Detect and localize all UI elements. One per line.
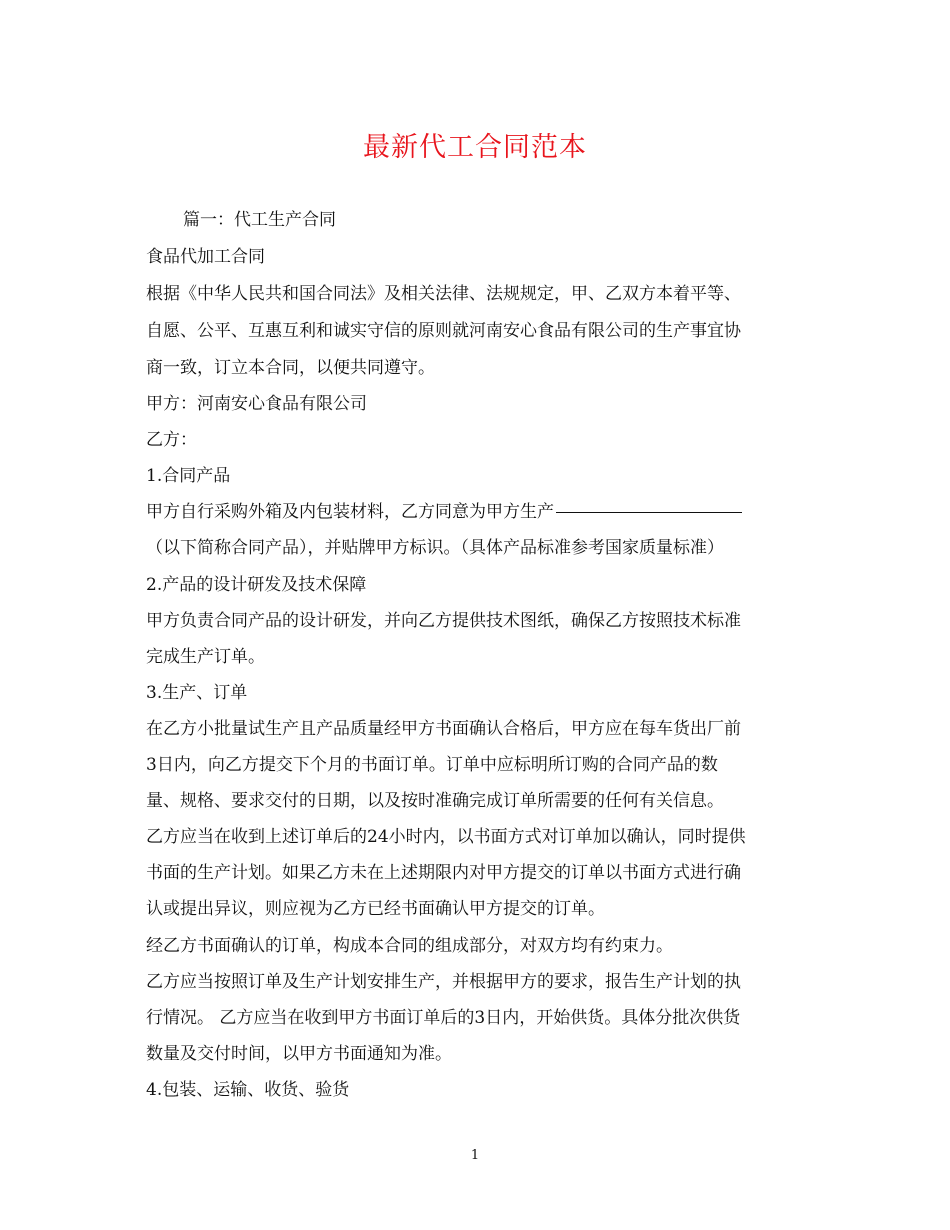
paragraph-line: 数量及交付时间，以甲方书面通知为准。 [146,1044,452,1064]
party-a-line: 甲方：河南安心食品有限公司 [146,394,367,414]
document-title: 最新代工合同范本 [363,132,587,163]
paragraph-line: 根据《中华人民共和国合同法》及相关法律、法规规定，甲、乙双方本着平等、 [146,284,741,304]
blank-fill-line [556,512,742,513]
paragraph-line: 乙方应当在收到上述订单后的24小时内，以书面方式对订单加以确认，同时提供 [146,827,746,847]
clause-heading: 4.包装、运输、收货、验货 [146,1080,350,1100]
paragraph-line: 商一致，订立本合同，以便共同遵守。 [146,358,435,378]
party-b-line: 乙方： [146,430,197,450]
paragraph-line: 乙方应当按照订单及生产计划安排生产，并根据甲方的要求，报告生产计划的执 [146,972,741,992]
paragraph-line: （以下简称合同产品），并贴牌甲方标识。（具体产品标准参考国家质量标准） [146,538,724,558]
clause-heading: 2.产品的设计研发及技术保障 [146,575,367,595]
paragraph-line: 认或提出异议，则应视为乙方已经书面确认甲方提交的订单。 [146,899,605,919]
clause-heading: 1.合同产品 [146,466,231,486]
clause-heading: 3.生产、订单 [146,683,248,703]
paragraph-line: 行情况。 乙方应当在收到甲方书面订单后的3日内，开始供货。具体分批次供货 [146,1008,741,1028]
page-number: 1 [470,1148,480,1163]
paragraph-line: 3日内，向乙方提交下个月的书面订单。订单中应标明所订购的合同产品的数 [146,755,718,775]
paragraph-line: 自愿、公平、互惠互利和诚实守信的原则就河南安心食品有限公司的生产事宜协 [146,321,741,341]
paragraph-line: 甲方负责合同产品的设计研发，并向乙方提供技术图纸，确保乙方按照技术标准 [146,611,741,631]
paragraph-line: 完成生产订单。 [146,647,265,667]
paragraph-line: 经乙方书面确认的订单，构成本合同的组成部分，对双方均有约束力。 [146,936,673,956]
paragraph-text: 甲方自行采购外箱及内包装材料，乙方同意为甲方生产 [146,502,554,522]
paragraph-line: 量、规格、要求交付的日期，以及按时准确完成订单所需要的任何有关信息。 [146,791,724,811]
paragraph-line: 书面的生产计划。如果乙方未在上述期限内对甲方提交的订单以书面方式进行确 [146,863,741,883]
section-heading: 篇一：代工生产合同 [183,210,336,230]
paragraph-line [146,500,742,524]
contract-name: 食品代加工合同 [146,247,265,267]
paragraph-line: 在乙方小批量试生产且产品质量经甲方书面确认合格后，甲方应在每车货出厂前 [146,719,741,739]
